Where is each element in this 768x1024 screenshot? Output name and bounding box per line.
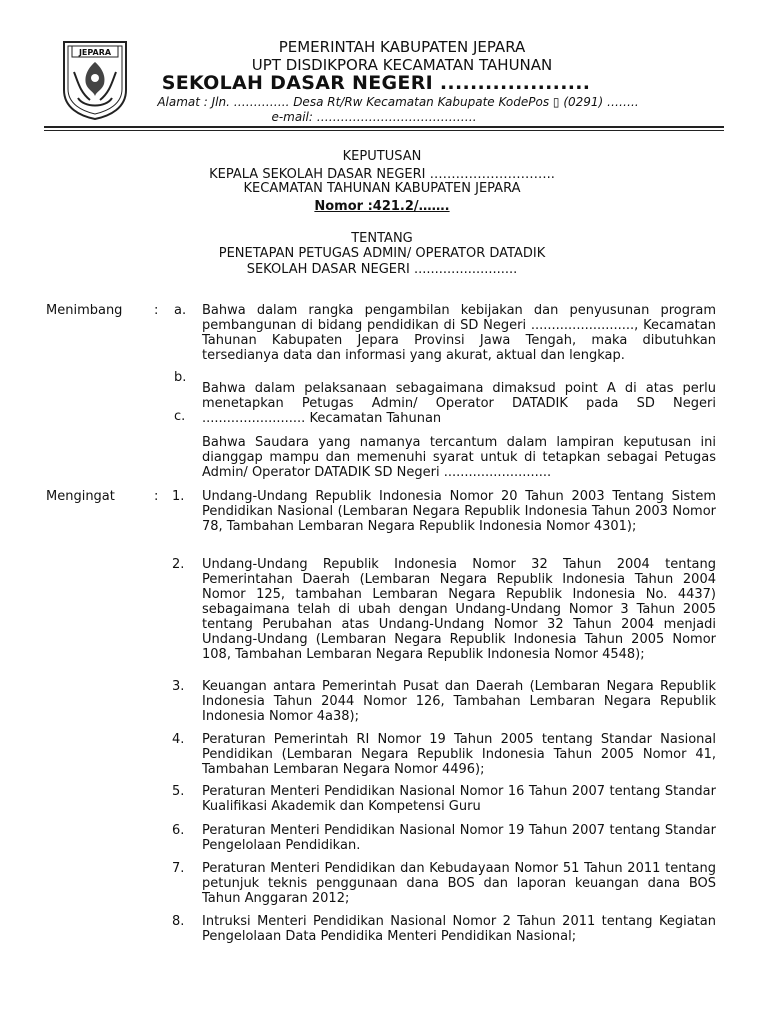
- decree-number: Nomor :421.2/…….: [314, 199, 450, 214]
- mengingat-item: Peraturan Menteri Pendidikan Nasional Nomor 19 Tahun 2007 tentang Standar Pengelolaan Pendidikan.: [202, 823, 716, 853]
- letterhead-school-name: SEKOLAH DASAR NEGERI ....................: [161, 72, 591, 94]
- menimbang-colon: :: [154, 303, 159, 318]
- letterhead-divider-thin: [44, 130, 724, 131]
- mengingat-colon: :: [154, 489, 159, 504]
- decree-about-label: TENTANG: [351, 231, 413, 246]
- mengingat-marker: 5.: [172, 784, 185, 799]
- letterhead-email: e-mail: ………………………………….: [271, 110, 477, 124]
- decree-subject: PENETAPAN PETUGAS ADMIN/ OPERATOR DATADIK: [218, 246, 546, 261]
- mengingat-label: Mengingat: [46, 489, 115, 504]
- decree-issuer: KEPALA SEKOLAH DASAR NEGERI ………………………..: [209, 167, 555, 182]
- mengingat-marker: 1.: [172, 489, 185, 504]
- mengingat-marker: 8.: [172, 914, 185, 929]
- mengingat-item: Peraturan Menteri Pendidikan Nasional Nomor 16 Tahun 2007 tentang Standar Kualifikasi Akademik dan Kompetensi Guru: [202, 784, 716, 814]
- mengingat-marker: 6.: [172, 823, 185, 838]
- decree-heading: KEPUTUSAN: [342, 149, 422, 164]
- mengingat-item: Undang-Undang Republik Indonesia Nomor 20 Tahun 2003 Tentang Sistem Pendidikan Nasional (Lembaran Negara Republik Indonesia Tahun 2003 Nomor 78, Tambahan Lembaran Negara Republik Indonesia Nomor 4301);: [202, 489, 716, 534]
- letterhead: [0, 0, 768, 132]
- menimbang-label: Menimbang: [46, 303, 123, 318]
- menimbang-marker: b.: [174, 370, 187, 385]
- letterhead-line-upt: UPT DISDIKPORA KECAMATAN TAHUNAN: [251, 56, 553, 74]
- mengingat-item: Keuangan antara Pemerintah Pusat dan Daerah (Lembaran Negara Republik Indonesia Tahun 2044 Nomor 126, Tambahan Lembaran Negara Republik Indonesia Nomor 4a38);: [202, 679, 716, 724]
- mengingat-item: Peraturan Pemerintah RI Nomor 19 Tahun 2005 tentang Standar Nasional Pendidikan (Lembaran Negara Republik Indonesia Tahun 2005 Nomor 41, Tambahan Lembaran Negara Nomor 4496);: [202, 732, 716, 777]
- letterhead-address: Alamat : Jln. ………….. Desa Rt/Rw Kecamatan Kabupate KodePos ▯ (0291) ……..: [157, 95, 639, 109]
- letterhead-divider-thick: [44, 126, 724, 128]
- decree-district: KECAMATAN TAHUNAN KABUPATEN JEPARA: [243, 181, 521, 196]
- menimbang-item: Bahwa dalam pelaksanaan sebagaimana dimaksud point A di atas perlu menetapkan Petugas Admin/ Operator DATADIK pada SD Negeri ......................... Kecamatan Tahunan: [202, 381, 716, 426]
- letterhead-line-government: PEMERINTAH KABUPATEN JEPARA: [278, 38, 526, 56]
- mengingat-item: Undang-Undang Republik Indonesia Nomor 32 Tahun 2004 tentang Pemerintahan Daerah (Lembaran Negara Republik Indonesia Tahun 2004 Nomor 125, tambahan Lembaran Negara Republik Indonesia No. 4437) sebagaimana telah di ubah dengan Undang-Undang Nomor 3 Tahun 2005 tentang Perubahan atas Undang-Undang Nomor 32 Tahun 2004 menjadi Undang-Undang (Lembaran Negara Republik Indonesia Tahun 2005 Nomor 108, Tambahan Lembaran Negara Republik Indonesia Nomor 4548);: [202, 557, 716, 662]
- menimbang-item: Bahwa dalam rangka pengambilan kebijakan dan penyusunan program pembangunan di bidang pendidikan di SD Negeri ........................., Kecamatan Tahunan Kabupaten Jepara Provinsi Jawa Tengah, maka dibutuhkan tersedianya data dan informasi yang akurat, aktual dan lengkap.: [202, 303, 716, 363]
- decree-subject-school: SEKOLAH DASAR NEGERI .........................: [246, 262, 518, 277]
- mengingat-marker: 2.: [172, 557, 185, 572]
- mengingat-marker: 3.: [172, 679, 185, 694]
- menimbang-marker: c.: [174, 409, 186, 424]
- mengingat-marker: 4.: [172, 732, 185, 747]
- menimbang-marker: a.: [174, 303, 187, 318]
- menimbang-item: Bahwa Saudara yang namanya tercantum dalam lampiran keputusan ini dianggap mampu dan memenuhi syarat untuk di tetapkan sebagai Petugas Admin/ Operator DATADIK SD Negeri ..........................: [202, 435, 716, 480]
- mengingat-marker: 7.: [172, 861, 185, 876]
- mengingat-item: Intruksi Menteri Pendidikan Nasional Nomor 2 Tahun 2011 tentang Kegiatan Pengelolaan Data Pendidika Menteri Pendidikan Nasional;: [202, 914, 716, 944]
- mengingat-item: Peraturan Menteri Pendidikan dan Kebudayaan Nomor 51 Tahun 2011 tentang petunjuk teknis penggunaan dana BOS dan laporan keuangan dana BOS Tahun Anggaran 2012;: [202, 861, 716, 906]
- logo-text: JEPARA: [78, 48, 112, 57]
